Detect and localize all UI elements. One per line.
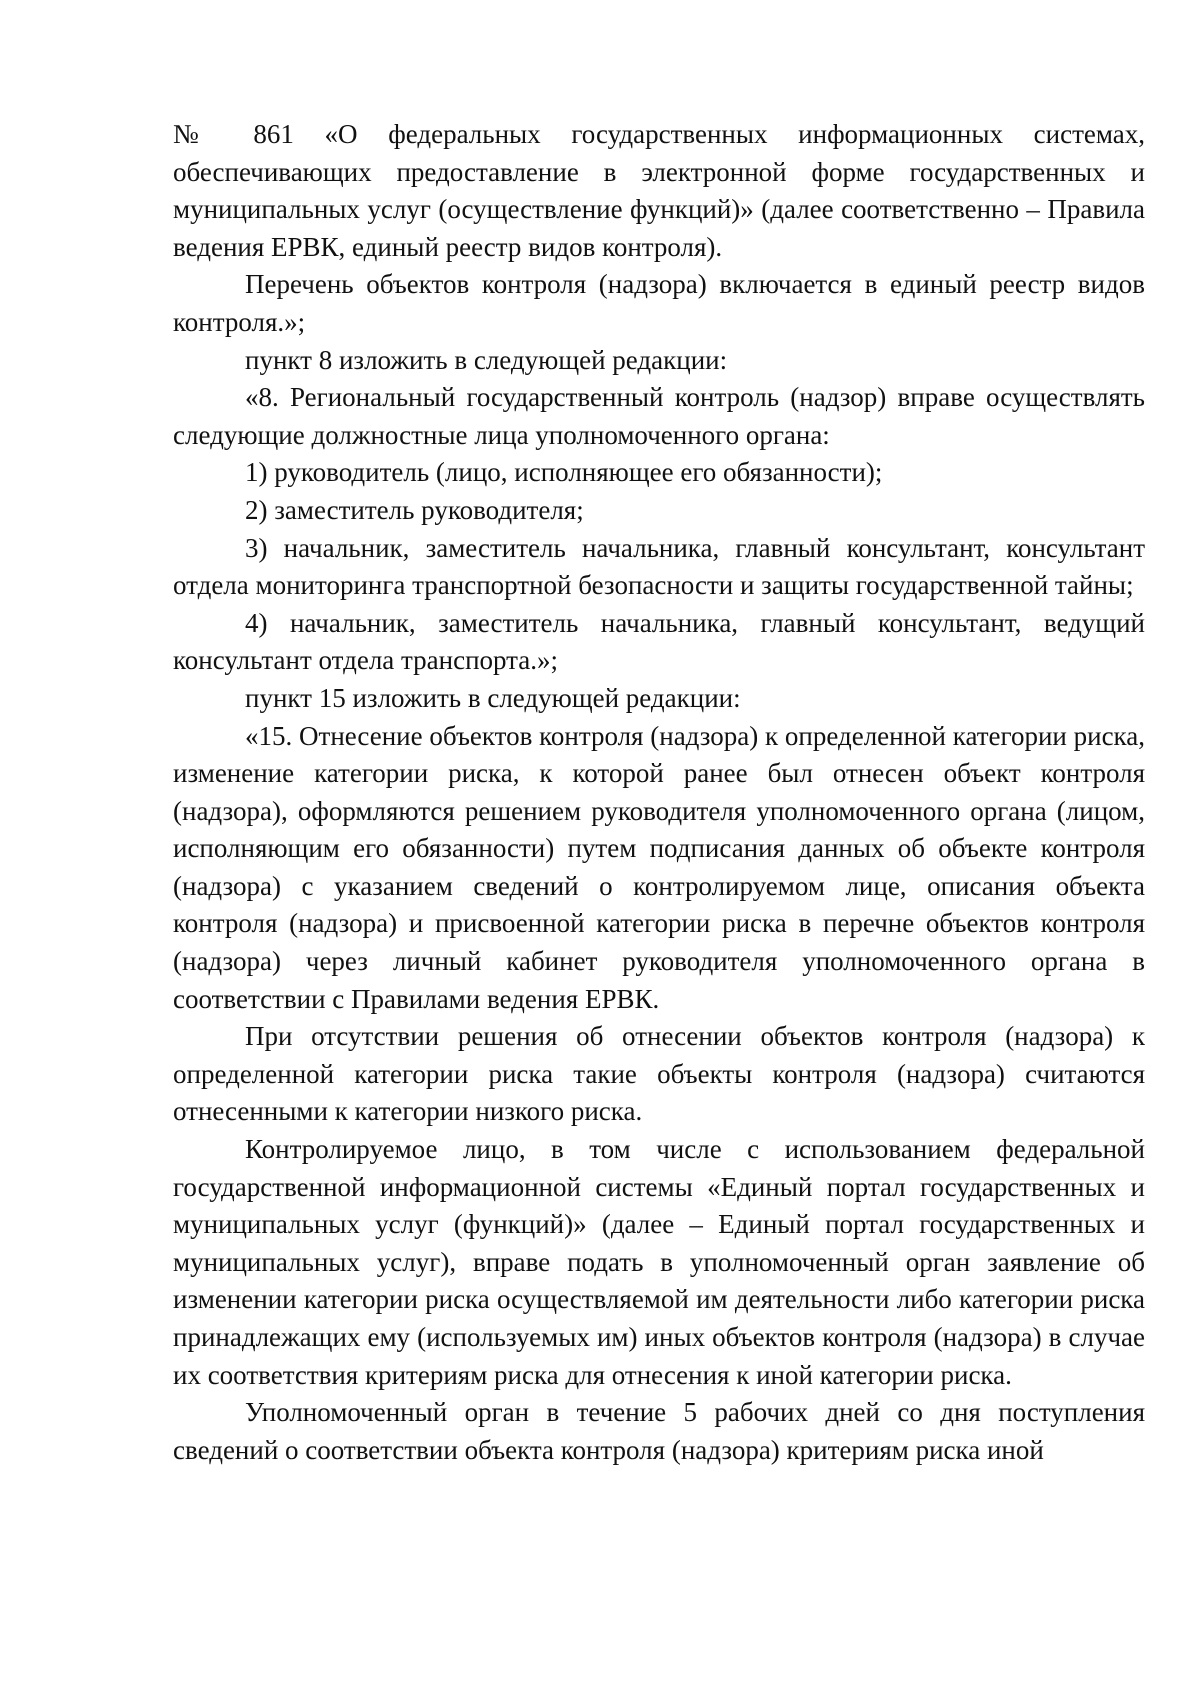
list-item-3: 3) начальник, заместитель начальника, главный консультант, консультант отдела мониторинга транспортной безопасности и защиты государственной тайны; <box>173 532 1145 601</box>
paragraph-item-15: «15. Отнесение объектов контроля (надзора) к определенной категории риска, изменение категории риска, к которой ранее был отнесен объект контроля (надзора), оформляются решением руководителя уполномоченного органа (лицом, исполняющим его обязанности) путем подписания данных об объекте контроля (надзора) с указанием сведений о контролируемом лице, описания объекта контроля (надзора) и присвоенной категории риска в перечне объектов контроля (надзора) через личный кабинет руководителя уполномоченного органа в соответствии с Правилами ведения ЕРВК. <box>173 720 1145 1014</box>
paragraph-item-8-intro: пункт 8 изложить в следующей редакции: <box>245 344 728 375</box>
paragraph-controlled-person: Контролируемое лицо, в том числе с использованием федеральной государственной информационной системы «Единый портал государственных и муниципальных услуг (функций)» (далее – Единый портал государственных и муниципальных услуг), вправе подать в уполномоченный орган заявление об изменении категории риска осуществляемой им деятельности либо категории риска принадлежащих ему (используемых им) иных объектов контроля (надзора) в случае их соответствия критериям риска для отнесения к иной категории риска. <box>173 1134 1145 1390</box>
paragraph-item-8: «8. Региональный государственный контроль (надзор) вправе осуществлять следующие должностные лица уполномоченного органа: <box>173 382 1145 450</box>
list-item-2: 2) заместитель руководителя; <box>245 494 584 525</box>
paragraph-low-risk: При отсутствии решения об отнесении объектов контроля (надзора) к определенной категории риска такие объекты контроля (надзора) считаются отнесенными к категории низкого риска. <box>173 1021 1145 1127</box>
document-page <box>173 116 1145 1469</box>
paragraph-continuation: № 861 «О федеральных государственных информационных системах, обеспечивающих предоставление в электронной форме государственных и муниципальных услуг (осуществление функций)» (далее соответственно – Правила ведения ЕРВК, единый реестр видов контроля). <box>173 119 1145 262</box>
paragraph-item-15-intro: пункт 15 изложить в следующей редакции: <box>245 682 741 713</box>
paragraph-objects-list: Перечень объектов контроля (надзора) включается в единый реестр видов контроля.»; <box>173 269 1145 337</box>
list-item-1: 1) руководитель (лицо, исполняющее его обязанности); <box>245 457 883 488</box>
list-item-4: 4) начальник, заместитель начальника, главный консультант, ведущий консультант отдела транспорта.»; <box>173 607 1145 676</box>
paragraph-authorized-body: Уполномоченный орган в течение 5 рабочих дней со дня поступления сведений о соответствии объекта контроля (надзора) критериям риска иной <box>173 1397 1145 1465</box>
